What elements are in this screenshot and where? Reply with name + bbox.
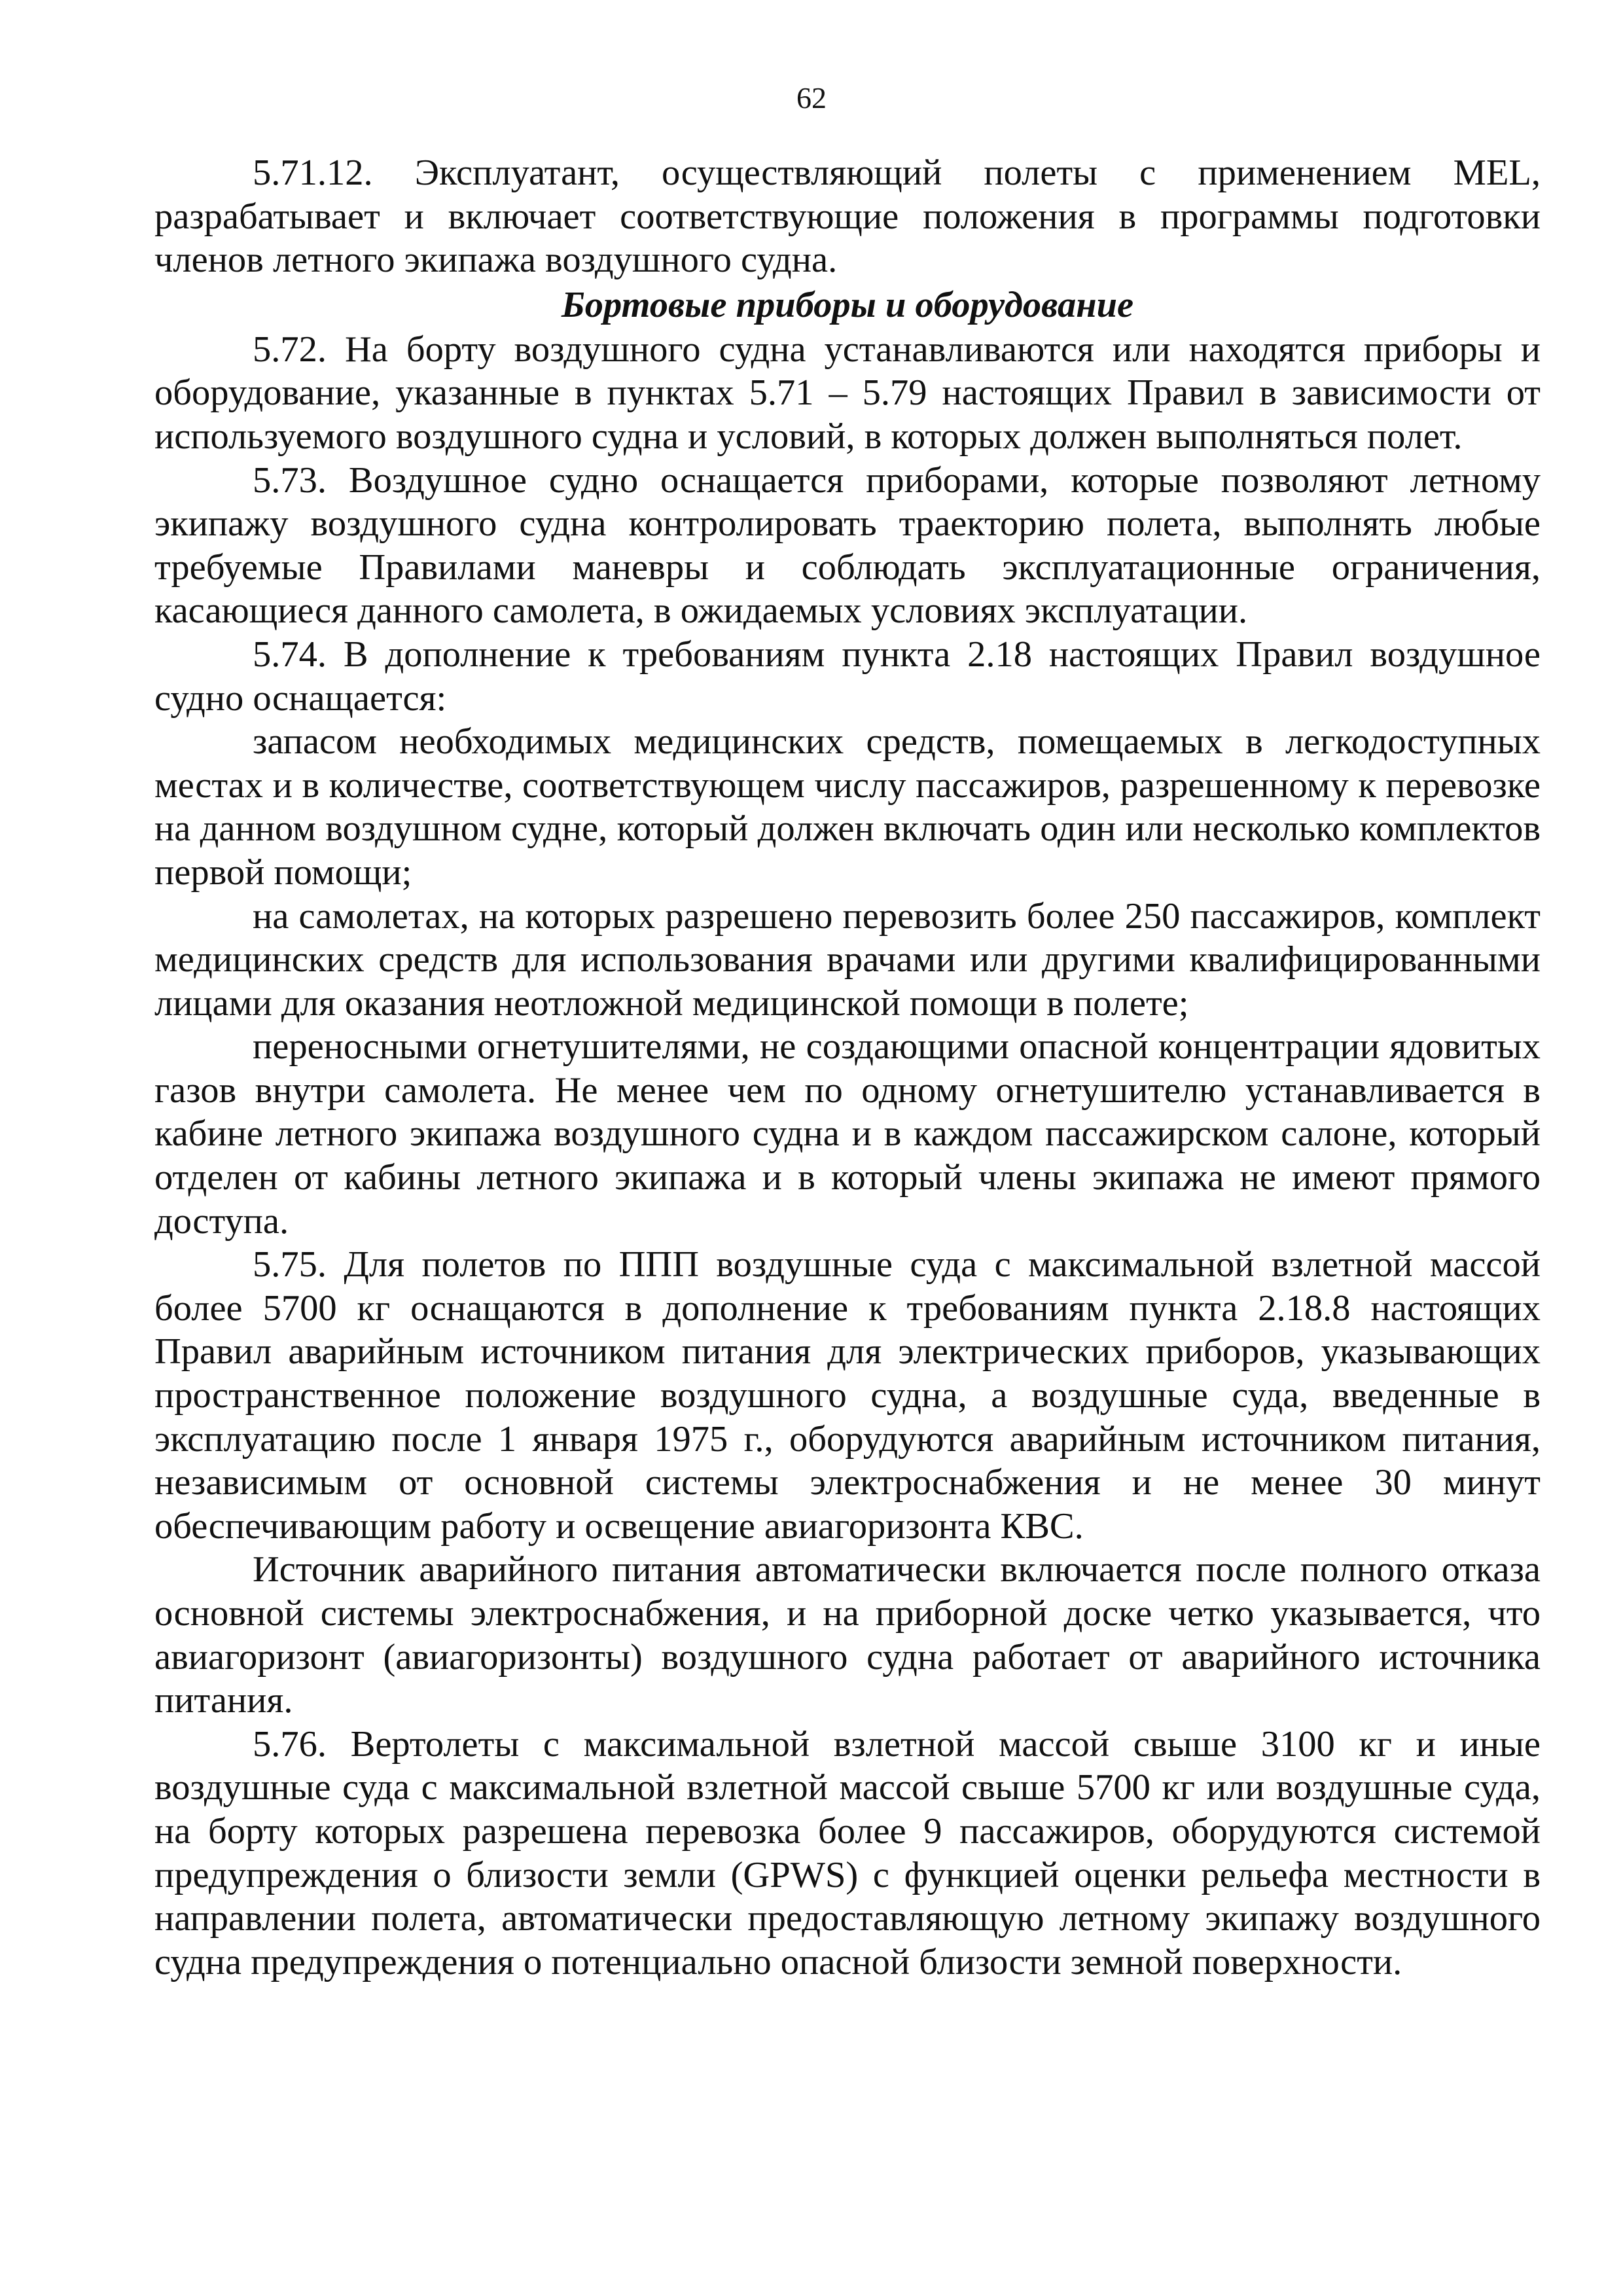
paragraph-5-74: 5.74. В дополнение к требованиям пункта 2.18 настоящих Правил воздушное судно оснащается: xyxy=(154,634,1541,719)
paragraph-5-76: 5.76. Вертолеты с максимальной взлетной массой свыше 3100 кг и иные воздушные суда с максимальной взлетной массой свыше 5700 кг или воздушные суда, на борту которых разрешена перевозка более 9 пассажиров, оборудуются системой предупреждения о близости земли (GPWS) с функцией оценки рельефа местности в направлении полета, автоматически предоставляющую летному экипажу воздушного судна предупреждения о потенциально опасной близости земной поверхности. xyxy=(154,1723,1541,1982)
paragraph-5-74-medical-kit: на самолетах, на которых разрешено перевозить более 250 пассажиров, комплект медицинских средств для использования врачами или другими квалифицированными лицами для оказания неотложной медицинской помощи в полете; xyxy=(154,895,1541,1024)
document-body xyxy=(154,151,1541,1984)
paragraph-5-73: 5.73. Воздушное судно оснащается приборами, которые позволяют летному экипажу воздушного судна контролировать траекторию полета, выполнять любые требуемые Правилами маневры и соблюдать эксплуатационные ограничения, касающиеся данного самолета, в ожидаемых условиях эксплуатации. xyxy=(154,459,1541,632)
section-heading: Бортовые приборы и оборудование xyxy=(561,284,1134,325)
paragraph-5-74-extinguishers: переносными огнетушителями, не создающими опасной концентрации ядовитых газов внутри самолета. Не менее чем по одному огнетушителю устанавливается в кабине летного экипажа воздушного судна и в каждом пассажирском салоне, который отделен от кабины летного экипажа и в который члены экипажа не имеют прямого доступа. xyxy=(154,1026,1541,1242)
paragraph-5-71-12: 5.71.12. Эксплуатант, осуществляющий полеты с применением MEL, разрабатывает и включает соответствующие положения в программы подготовки членов летного экипажа воздушного судна. xyxy=(154,152,1541,281)
paragraph-5-74-medical-supplies: запасом необходимых медицинских средств, помещаемых в легкодоступных местах и в количестве, соответствующем числу пассажиров, разрешенному к перевозке на данном воздушном судне, который должен включать один или несколько комплектов первой помощи; xyxy=(154,721,1541,893)
paragraph-5-75: 5.75. Для полетов по ППП воздушные суда с максимальной взлетной массой более 5700 кг оснащаются в дополнение к требованиям пункта 2.18.8 настоящих Правил аварийным источником питания для электрических приборов, указывающих пространственное положение воздушного судна, а воздушные суда, введенные в эксплуатацию после 1 января 1975 г., оборудуются аварийным источником питания, независимым от основной системы электроснабжения и не менее 30 минут обеспечивающим работу и освещение авиагоризонта КВС. xyxy=(154,1244,1541,1547)
page-number: 62 xyxy=(796,81,827,115)
paragraph-5-72: 5.72. На борту воздушного судна устанавливаются или находятся приборы и оборудование, указанные в пунктах 5.71 – 5.79 настоящих Правил в зависимости от используемого воздушного судна и условий, в которых должен выполняться полет. xyxy=(154,329,1541,457)
paragraph-5-75-emergency-power: Источник аварийного питания автоматически включается после полного отказа основной системы электроснабжения, и на приборной доске четко указывается, что авиагоризонт (авиагоризонты) воздушного судна работает от аварийного источника питания. xyxy=(154,1549,1541,1721)
